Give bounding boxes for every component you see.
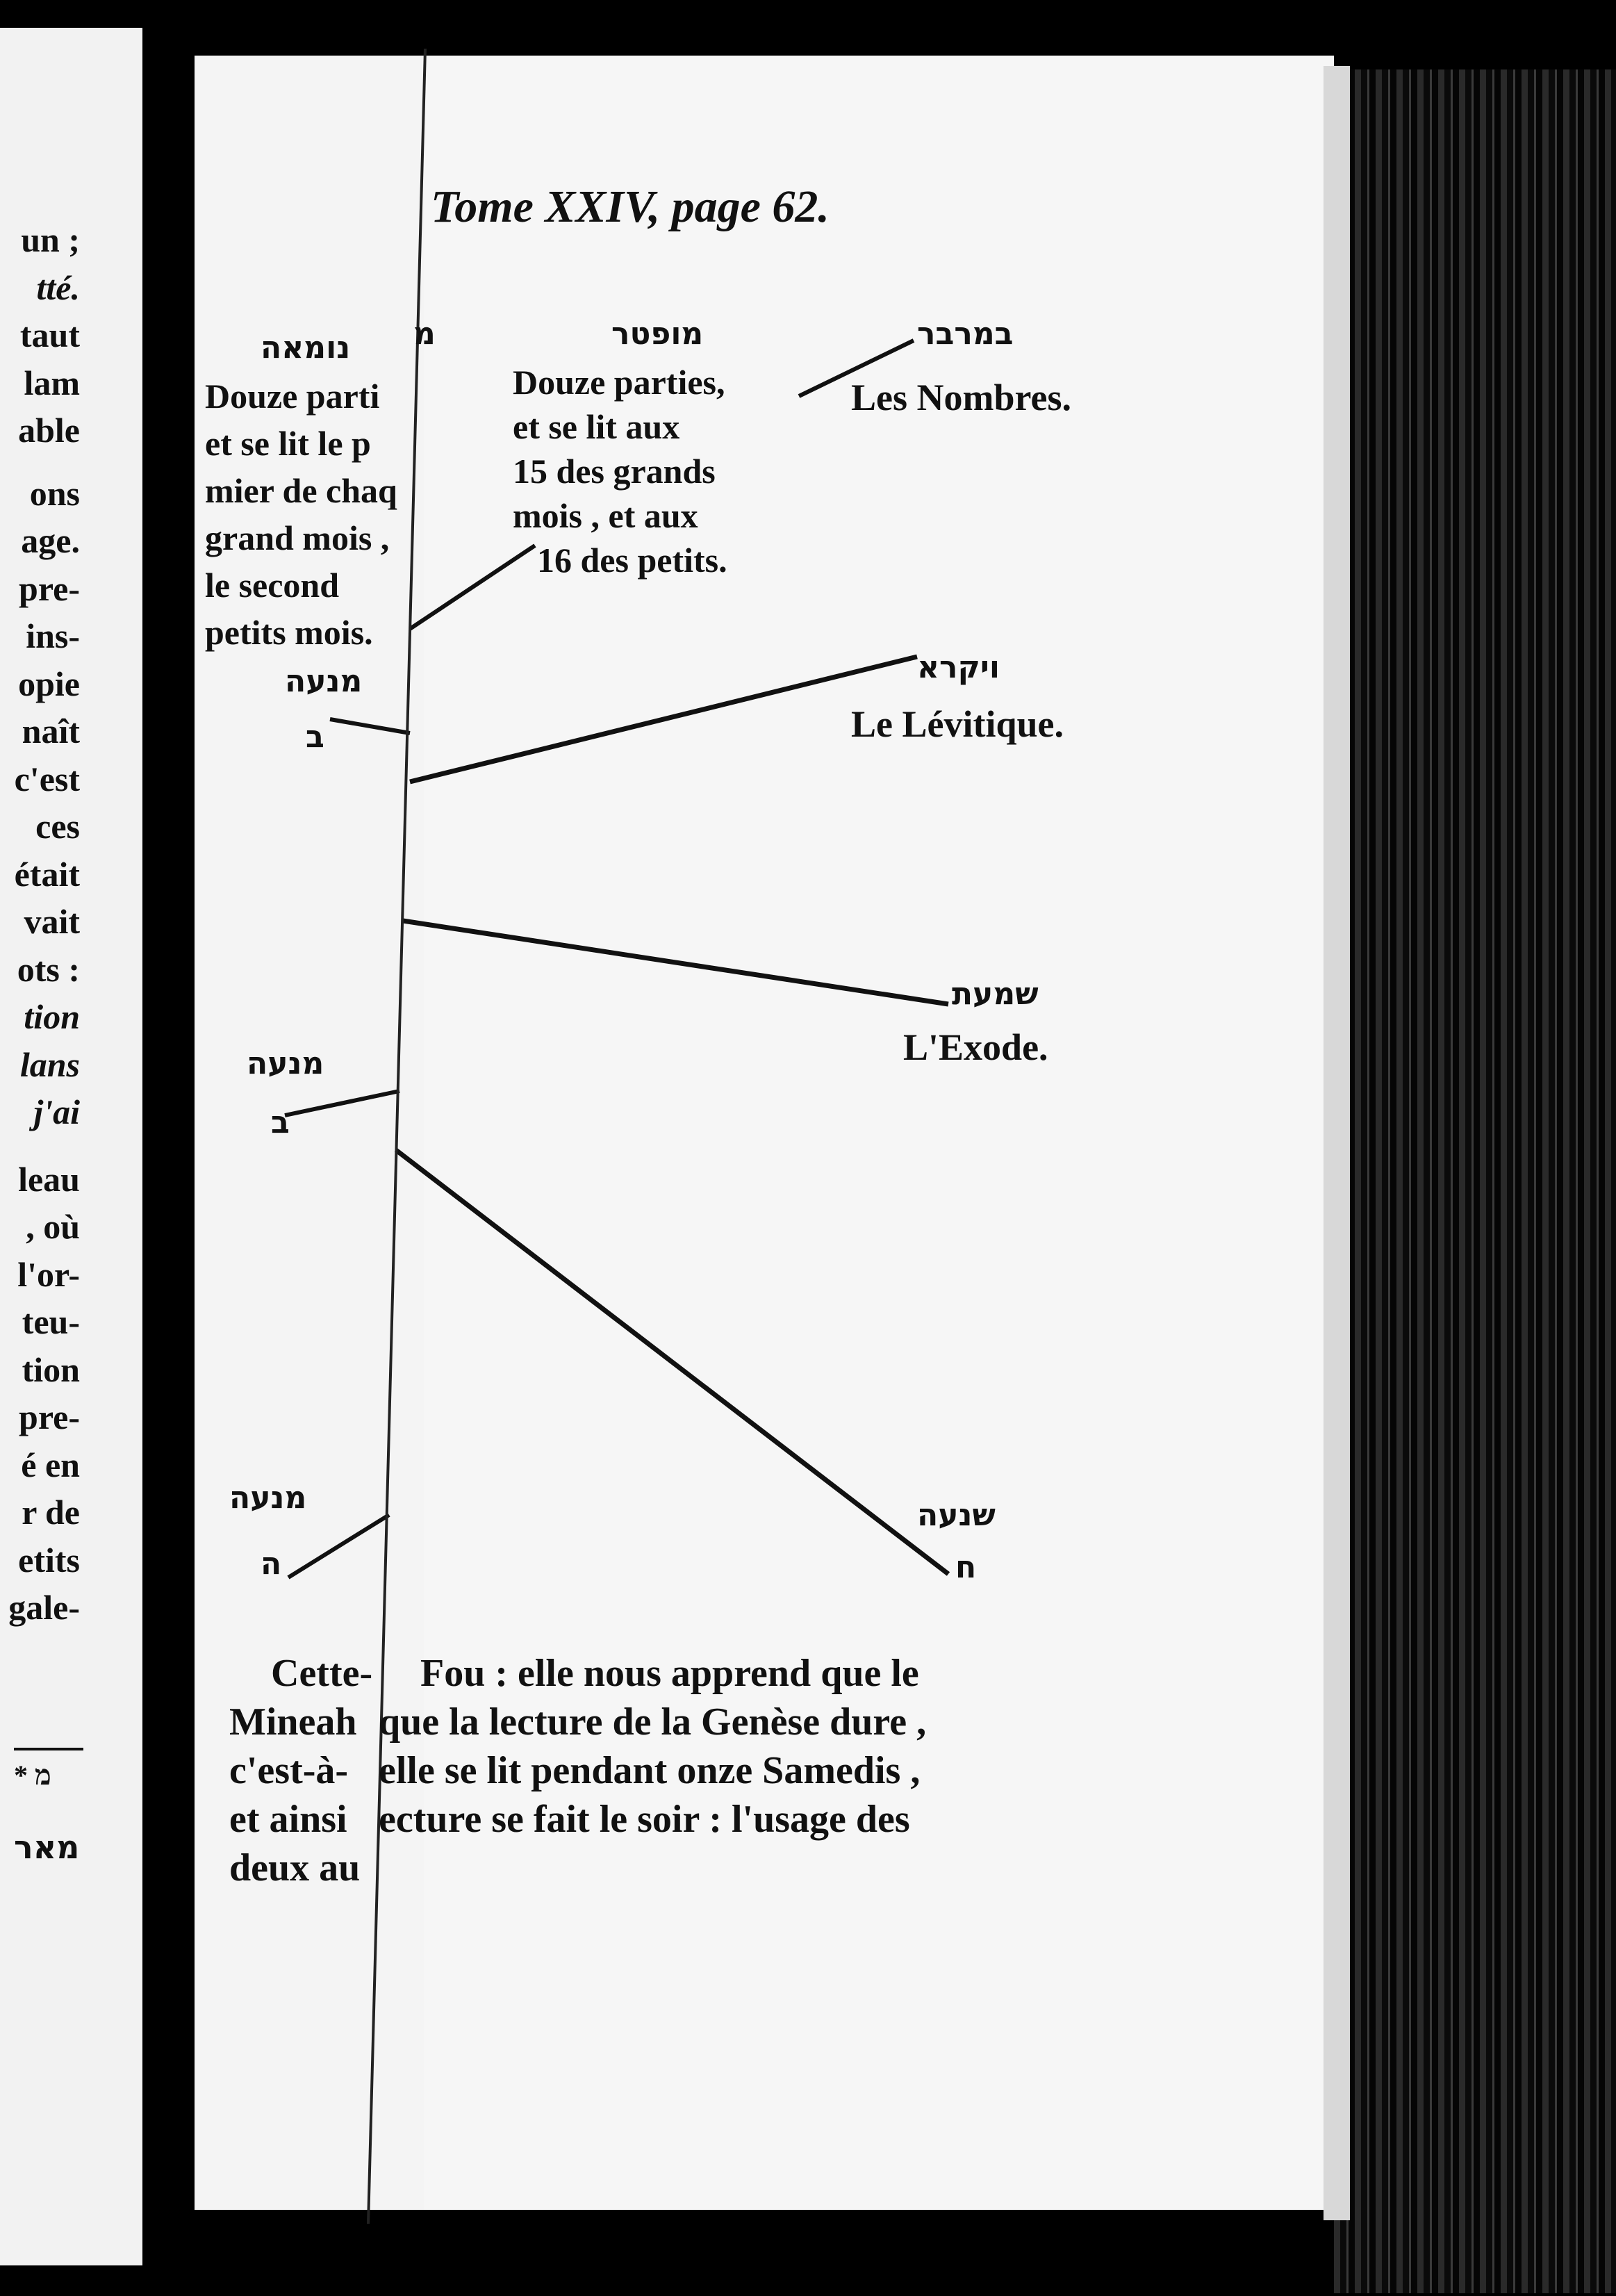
heb-label-2: מנעה [247, 1046, 324, 1081]
left-page-line: lans [19, 1044, 80, 1084]
book-heb-genesis: שנעה [917, 1498, 996, 1533]
left-page-line: taut [19, 315, 80, 354]
middle-block-line: 15 des grands [513, 452, 716, 491]
left-page-line: lam [24, 363, 80, 402]
fold-block-line: mier de chaq [205, 471, 397, 510]
book-name-numbers: Les Nombres. [851, 377, 1071, 418]
left-page-line: tion [22, 1350, 80, 1389]
book-name-leviticus: Le Lévitique. [851, 703, 1064, 745]
book-heb-exodus: שמעת [952, 976, 1039, 1012]
heb-sub-2: ב [271, 1105, 290, 1140]
left-page-line: opie [18, 664, 80, 703]
fold-block-line: le second [205, 566, 340, 605]
left-page-line: ces [35, 807, 80, 846]
connector-line [288, 1515, 389, 1577]
footnote-line-2: מאר [14, 1828, 80, 1866]
left-page-line: ots : [17, 949, 80, 989]
left-page-line: un ; [21, 220, 80, 259]
left-page-line: naît [22, 712, 80, 751]
heb-sub-3: ה [261, 1546, 282, 1582]
left-page-line: able [18, 411, 80, 450]
footnote-rule [14, 1748, 83, 1750]
left-page-line: pre- [19, 568, 80, 608]
caption-left-line: c'est-à- [229, 1749, 349, 1792]
book-heb-leviticus: ויקרא [917, 650, 1000, 685]
middle-block-line: mois , et aux [513, 496, 698, 535]
left-page-line: tion [24, 997, 80, 1036]
left-page-line: l'or- [17, 1254, 80, 1294]
heb-label-1: מנעה [285, 664, 363, 699]
left-page-line: r de [22, 1493, 80, 1532]
fold-block-line: Douze parti [205, 377, 380, 416]
middle-block-line: Douze parties, [513, 363, 725, 402]
caption-right [379, 1654, 926, 1839]
caption-right-line: Fou : elle nous apprend que le [420, 1652, 919, 1695]
page-header: Tome XXIV, page 62. [431, 181, 830, 232]
connector-line [403, 921, 948, 1004]
left-page-line: ons [29, 473, 80, 513]
left-page-line: etits [18, 1540, 80, 1580]
footnote-line-1: * מ [14, 1760, 51, 1791]
caption-left-line: et ainsi [229, 1798, 347, 1841]
connector-line [396, 1150, 948, 1574]
heb-label-middle-tail: מ [413, 316, 436, 352]
book-sub-genesis: ח [955, 1550, 977, 1585]
left-page-line: , où [26, 1207, 80, 1246]
connector-line [285, 1091, 399, 1115]
connector-line [330, 719, 410, 733]
heb-label-3: מנעה [229, 1480, 307, 1516]
left-page-line: vait [24, 902, 80, 941]
heb-label-top: נומאה [261, 330, 351, 366]
left-page-line: pre- [19, 1397, 80, 1436]
book-heb-numbers: במרבר [917, 316, 1014, 352]
middle-block [513, 363, 787, 580]
left-page-line: j'ai [33, 1092, 80, 1131]
caption-left [229, 1654, 372, 1887]
caption-left-line: Cette- [271, 1652, 373, 1695]
fold-edge-line [368, 49, 425, 2224]
caption-right-line: ecture se fait le soir : l'usage des [379, 1798, 910, 1841]
connector-line [410, 657, 917, 782]
caption-right-line: elle se lit pendant onze Samedis , [379, 1749, 921, 1792]
heb-sub-1: ב [306, 719, 324, 755]
fold-block-line: grand mois , [205, 518, 390, 557]
caption-left-line: deux au [229, 1846, 361, 1889]
middle-block-line: et se lit aux [513, 407, 680, 446]
caption-left-line: Mineah [229, 1700, 357, 1744]
left-page-line: leau [18, 1159, 80, 1199]
left-page-line: ins- [26, 616, 80, 655]
left-page-line: gale- [8, 1588, 80, 1627]
left-page-line: age. [21, 521, 80, 560]
left-page-line: c'est [14, 759, 80, 798]
left-page-line: é en [21, 1445, 80, 1484]
caption-right-line: que la lecture de la Genèse dure , [379, 1700, 927, 1744]
left-page-line: teu- [22, 1302, 80, 1341]
fold-block-line: et se lit le p [205, 424, 371, 463]
fold-block [205, 379, 397, 650]
fold-block-line: petits mois. [205, 613, 373, 652]
middle-block-line: 16 des petits. [537, 541, 727, 580]
left-page-line: tté. [36, 268, 80, 307]
book-name-exodus: L'Exode. [903, 1026, 1048, 1068]
left-page-line: était [14, 854, 80, 894]
heb-label-middle: מופטר [611, 316, 704, 352]
